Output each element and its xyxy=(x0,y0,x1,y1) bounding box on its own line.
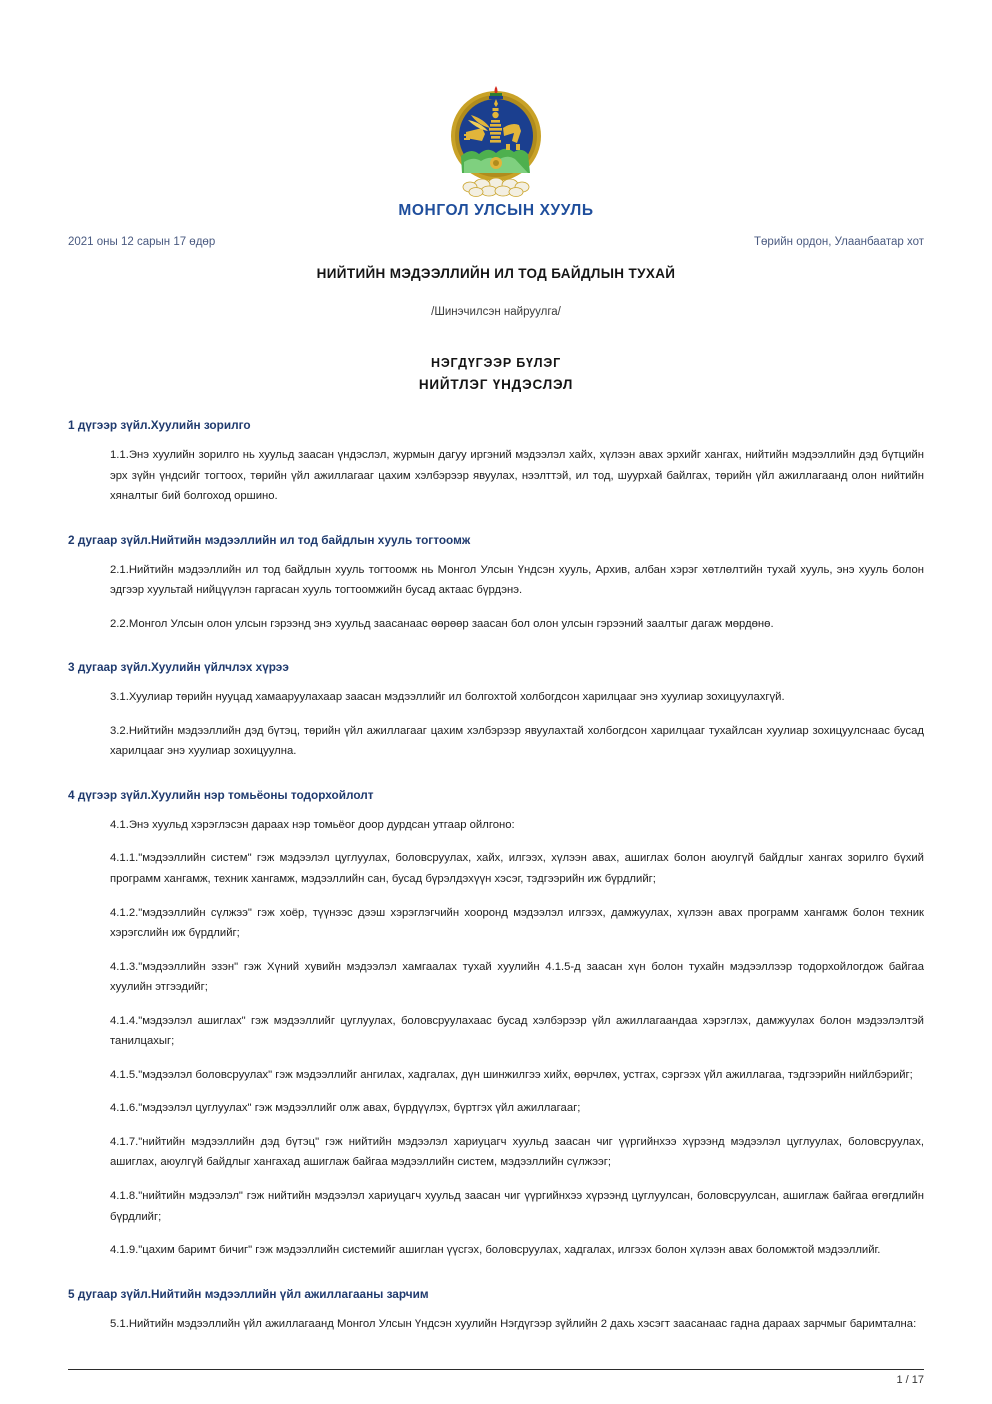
page-footer xyxy=(68,1369,924,1386)
document-place: Төрийн ордон, Улаанбаатар хот xyxy=(754,236,924,248)
article-4-clause-6: 4.1.6."мэдээлэл цуглуулах" гэж мэдээллийг олж авах, бүрдүүлэх, бүртгэх үйл ажиллагааг; xyxy=(110,1102,581,1115)
article-2-paragraph-1: 2.1.Нийтийн мэдээллийн ил тод байдлын хууль тогтоомж нь Монгол Улсын Үндсэн хууль, Архив, албан хэрэг хөтлөлтийн тухай хууль, энэ хууль болон эдгээр хуультай нийцүүлэн гаргасан хууль тогтоомжийн бусад актаас бүрдэнэ. xyxy=(110,563,924,597)
document-meta-row xyxy=(68,236,924,248)
masthead-title: МОНГОЛ УЛСЫН ХУУЛЬ xyxy=(398,202,594,219)
page-title: НИЙТИЙН МЭДЭЭЛЛИЙН ИЛ ТОД БАЙДЛЫН ТУХАЙ xyxy=(316,266,676,281)
article-2 xyxy=(68,533,924,635)
article-5-paragraph-1: 5.1.Нийтийн мэдээллийн үйл ажиллагаанд Монгол Улсын Үндсэн хуулийн Нэгдүгээр зүйлийн 2 дахь хэсэгт заасанаас гадна дараах зарчмыг баримталнa: xyxy=(110,1317,917,1330)
mongolia-state-emblem-icon xyxy=(444,84,548,200)
article-1-paragraph-1: 1.1.Энэ хуулийн зорилго нь хуульд заасан үндэслэл, журмын дагуу иргэний мэдээлэл хайх, хүлээн авах эрхийг хангах, нийтийн мэдээллийн дэд бүтцийн эрх зүйн үндсийг тогтоох, төрийн үйл ажиллагааг цахим хэлбэрээр явуулах, нээлттэй, ил тод, шуурхай байлгах, төрийн үйл ажиллагаанд олон нийтийн хяналтыг бий болгоход оршино. xyxy=(110,449,924,503)
article-4-clause-9: 4.1.9."цахим баримт бичиг" гэж мэдээллийн системийг ашиглан үүсгэх, боловсруулах, хадгалах, илгээх болон хүлээн авах боломжтой мэдээллийг. xyxy=(110,1244,881,1257)
article-3-paragraph-2: 3.2.Нийтийн мэдээллийн дэд бүтэц, төрийн үйл ажиллагааг цахим хэлбэрээр явуулахтай холбогдсон харилцааг тухайлсан хуулиар зохицуулснаас бусад харилцааг энэ хуулиар зохицуулна. xyxy=(110,724,924,758)
article-4-clause-7: 4.1.7."нийтийн мэдээллийн дэд бүтэц" гэж нийтийн мэдээлэл хариуцагч хуульд заасан чиг үүргийнхээ хүрээнд мэдээлэл цуглуулах, боловсруулах, ашиглах, аюулгүй байдлыг хангахад ашиглаж байгаа мэдээллийн систем, мэдээллийн сүлжээг; xyxy=(110,1135,924,1169)
chapter-block xyxy=(68,356,924,392)
emblem-container xyxy=(68,0,924,200)
article-1 xyxy=(68,418,924,507)
article-4-clause-1: 4.1.1."мэдээллийн систем" гэж мэдээлэл цуглуулах, боловсруулах, хайх, илгээх, хүлээн авах, ашиглах болон аюулгүй байдлыг хангах зорилго бүхий программ хангамж, техник хангамж, мэдээллийн сан, бусад бүрэлдэхүүн хэсэг, тэдгээрийн иж бүрдлийг; xyxy=(110,852,924,886)
article-4-heading: 4 дүгээр зүйл.Хуулийн нэр томьёоны тодорхойлолт xyxy=(68,787,374,802)
revision-note: /Шинэчилсэн найруулга/ xyxy=(431,306,561,318)
article-4-clause-8: 4.1.8."нийтийн мэдээлэл" гэж нийтийн мэдээлэл хариуцагч хуульд заасан чиг үүргийнхээ хүрээнд цуглуулсан, боловсруулсан, ашиглаж байгаа өгөгдлийн бүрдлийг; xyxy=(110,1190,924,1223)
article-5-heading: 5 дугаар зүйл.Нийтийн мэдээллийн үйл ажиллагааны зарчим xyxy=(68,1286,429,1301)
article-4 xyxy=(68,788,924,1261)
chapter-name: НИЙТЛЭГ ҮНДЭСЛЭЛ xyxy=(418,377,574,392)
article-4-clause-4: 4.1.4."мэдээлэл ашиглах" гэж мэдээллийг цуглуулах, боловсруулахаас бусад хэлбэрээр үйл ажиллагаандаа хэрэглэх, дамжуулах болон мэдээлэлтэй танилцахыг; xyxy=(110,1014,924,1048)
chapter-number: НЭГДҮГЭЭР БҮЛЭГ xyxy=(431,356,561,370)
article-2-paragraph-2: 2.2.Монгол Улсын олон улсын гэрээнд энэ хуульд заасанаас өөрөөр заасан бол олон улсын гэрээний заалтыг дагаж мөрдөнө. xyxy=(110,617,774,630)
article-1-heading: 1 дүгээр зүйл.Хуулийн зорилго xyxy=(68,418,251,432)
article-3 xyxy=(68,660,924,762)
article-3-heading: 3 дугаар зүйл.Хуулийн үйлчлэх хүрээ xyxy=(68,660,289,675)
article-4-clause-5: 4.1.5."мэдээлэл боловсруулах" гэж мэдээллийг ангилах, хадгалах, дүн шинжилгээ хийх, өөрчлөх, устгах, сэргээх үйл ажиллагаа, тэдгээрийн нийлбэрийг; xyxy=(110,1068,913,1081)
article-4-clause-2: 4.1.2."мэдээллийн сүлжээ" гэж хоёр, түүнээс дээш хэрэглэгчийн хооронд мэдээлэл илгээх, дамжуулах, хүлээн авах программ хангамж болон техник хэрэгслийн иж бүрдлийг; xyxy=(110,906,924,940)
article-4-paragraph-1: 4.1.Энэ хуульд хэрэглэсэн дараах нэр томьёог доор дурдсан утгаар ойлгоно: xyxy=(110,818,515,831)
article-3-paragraph-1: 3.1.Хуулиар төрийн нууцад хамааруулахаар заасан мэдээллийг ил болгохтой холбогдсон харилцааг энэ хуулиар зохицуулахгүй. xyxy=(110,691,785,704)
page-number: 1 / 17 xyxy=(896,1374,924,1386)
article-5 xyxy=(68,1287,924,1335)
document-date: 2021 оны 12 сарын 17 өдөр xyxy=(68,236,216,248)
document-content xyxy=(68,0,924,1334)
article-4-clause-3: 4.1.3."мэдээллийн эзэн" гэж Хүний хувийн мэдээлэл хамгаалах тухай хуулийн 4.1.5-д заасан хүн болон тухайн мэдээллээр тодорхойлогдож байгаа хуулийн этгээдийг; xyxy=(110,960,924,994)
article-2-heading: 2 дугаар зүйл.Нийтийн мэдээллийн ил тод байдлын хууль тогтоомж xyxy=(68,532,471,547)
